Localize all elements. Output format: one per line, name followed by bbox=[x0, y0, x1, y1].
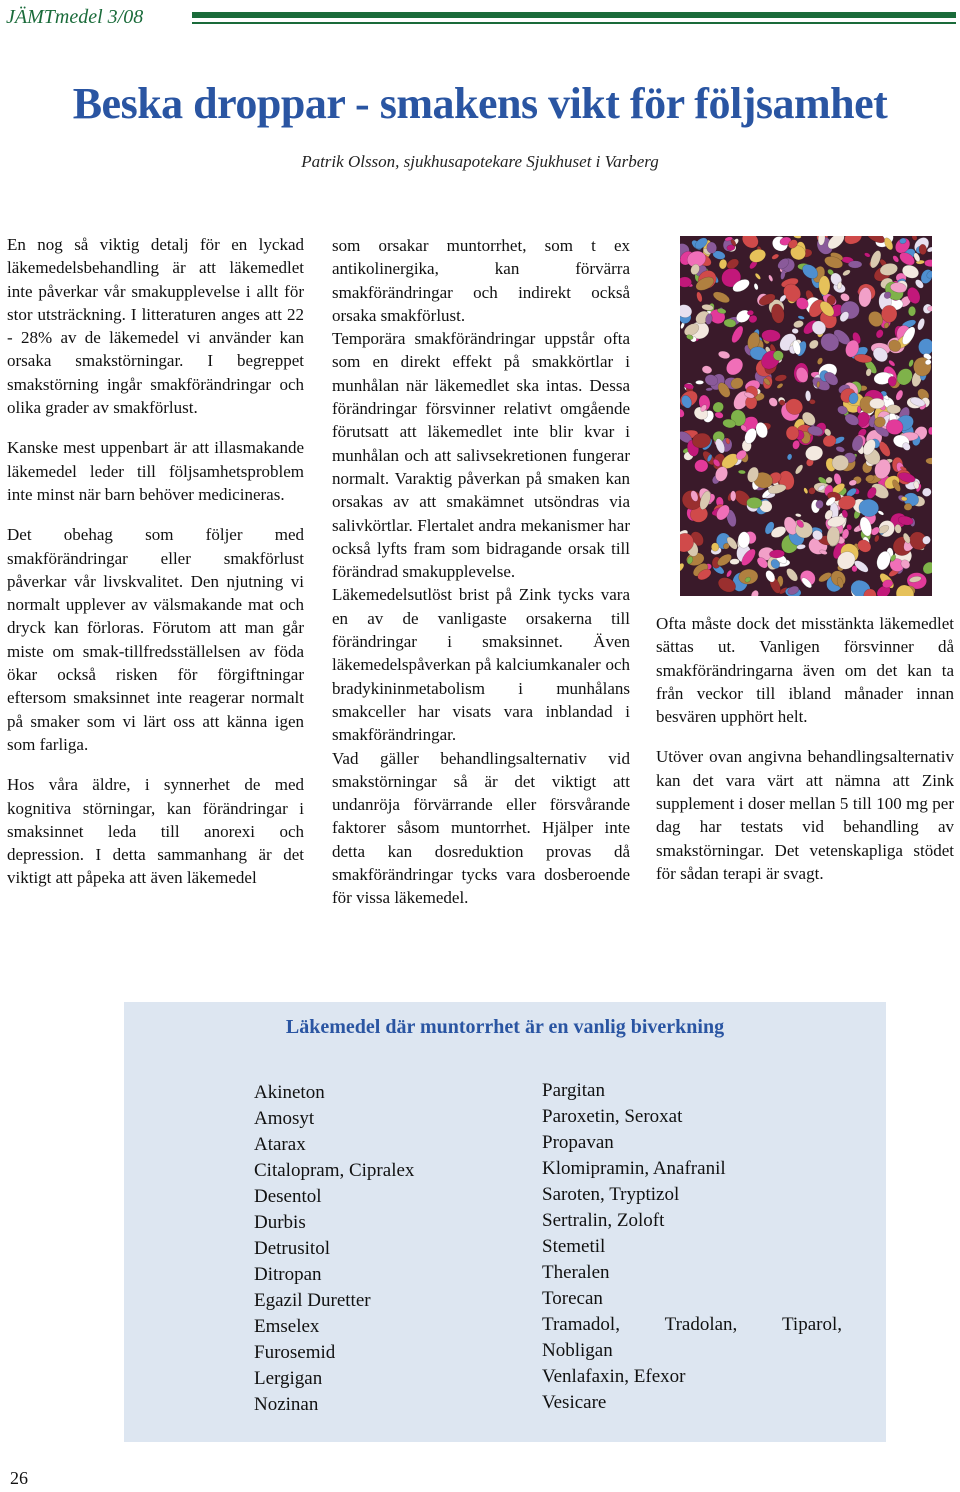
list-item: Torecan bbox=[542, 1288, 603, 1309]
pill bbox=[927, 306, 932, 311]
list-item: Durbis bbox=[254, 1212, 306, 1233]
list-item: Propavan bbox=[542, 1132, 614, 1153]
paragraph: Ofta måste dock det misstänkta läkemedlet sättas ut. Vanligen försvinner då smakförändringarna även om det kan ta från veckor till ibland månader innan besvären upphört helt. bbox=[656, 614, 954, 727]
pill bbox=[730, 491, 736, 501]
list-item: Egazil Duretter bbox=[254, 1290, 371, 1311]
column-2 bbox=[332, 234, 630, 910]
list-item: Atarax bbox=[254, 1134, 306, 1155]
pill bbox=[848, 261, 862, 268]
paragraph: Det obehag som följer med smakförändringar eller smakförlust påverkar vår livskvalitet. Den njutning vi normalt upplever av välsmakande mat och dryck kan förloras. Förutom att man går miste om smak-tillfredsställelsen av föda ökar också risken för förgiftningar eftersom smaksinnet inte reagerar normalt på smaker som vi lärt oss att känna igen som farliga. bbox=[7, 525, 304, 754]
pills-image bbox=[680, 236, 932, 596]
paragraph: Kanske mest uppenbart är att illasmakande läkemedel leder till följsamhetsproblem inte minst när barn behöver medicineras. bbox=[7, 438, 304, 504]
pill bbox=[786, 426, 799, 440]
pill bbox=[928, 427, 932, 435]
list-item: Ditropan bbox=[254, 1264, 322, 1285]
drug-list-left bbox=[254, 1080, 524, 1418]
list-item: Stemetil bbox=[542, 1236, 606, 1257]
list-item: Nozinan bbox=[254, 1394, 319, 1415]
header-rule-thin bbox=[192, 22, 956, 24]
box-title: Läkemedel där muntorrhet är en vanlig biverkning bbox=[285, 1016, 725, 1038]
list-item: Tramadol, Tradolan, Tiparol, bbox=[542, 1314, 842, 1335]
column-1 bbox=[7, 233, 304, 890]
paragraph: Temporära smakförändringar uppstår ofta som en direkt effekt på smakkörtlar i munhålan när läkemedlet ska intas. Dessa förändringar försvinner relativt omgående förutsatt att läkemedlet inte blir kvar i munhålan och att salivsekretionen fungerar normalt. Varaktig påverkan på smaken kan orsakas av att smakämnet utsöndras via salivkörtlar. Flertalet andra mekanismer har också lyfts fram som bidragande orsak till förändrad smakupplevelse. bbox=[332, 329, 630, 582]
list-item: Klomipramin, Anafranil bbox=[542, 1158, 726, 1179]
paragraph: som orsakar muntorrhet, som t ex antikolinergika, kan förvärra smakförändringar och indirekt också orsaka smakförlust. bbox=[332, 236, 630, 325]
drug-list-right bbox=[542, 1078, 842, 1416]
list-item: Venlafaxin, Efexor bbox=[542, 1366, 686, 1387]
pill bbox=[706, 387, 713, 391]
pills-photo bbox=[680, 236, 932, 596]
pill bbox=[730, 558, 740, 564]
list-item: Theralen bbox=[542, 1262, 610, 1283]
column-3 bbox=[656, 612, 954, 885]
list-item: Pargitan bbox=[542, 1080, 605, 1101]
list-item: Nobligan bbox=[542, 1340, 613, 1361]
list-item: Vesicare bbox=[542, 1392, 607, 1413]
paragraph: Hos våra äldre, i synnerhet de med kognitiva störningar, kan förändringar i smaksinnet leda till anorexi och depression. I detta sammanhang är det viktigt att påpeka att även läkemedel bbox=[7, 775, 304, 888]
pill bbox=[919, 244, 927, 255]
article-byline: Patrik Olsson, sjukhusapotekare Sjukhuset i Varberg bbox=[301, 152, 659, 171]
list-item: Lergigan bbox=[254, 1368, 323, 1389]
paragraph: En nog så viktig detalj för en lyckad läkemedelsbehandling är att läkemedlet inte påverkar vår smakupplevelse i allt för stor utsträckning. I litteraturen anges att 22 - 28% av de läkemedel vi använder kan orsaka smakstörningar. I begreppet smakstörning ingår smakförändringar och olika grader av smakförlust. bbox=[7, 235, 304, 418]
paragraph: Vad gäller behandlingsalternativ vid smakstörningar så är det viktigt att undanröja förvärrande eller försvårande faktorer såsom muntorrhet. Hjälper inte detta kan dosreduktion provas då smakförändringar tycks vara dosberoende för vissa läkemedel. bbox=[332, 748, 630, 908]
drug-list-box bbox=[124, 1002, 886, 1442]
list-item: Akineton bbox=[254, 1082, 325, 1103]
list-item: Amosyt bbox=[254, 1108, 315, 1129]
pill bbox=[887, 404, 901, 413]
list-item: Desentol bbox=[254, 1186, 322, 1207]
article-title: Beska droppar - smakens vikt för följsamhet bbox=[72, 79, 888, 128]
journal-title: JÄMTmedel 3/08 bbox=[6, 6, 144, 28]
list-item: Paroxetin, Seroxat bbox=[542, 1106, 683, 1127]
page-number: 26 bbox=[10, 1468, 28, 1488]
pill bbox=[695, 380, 703, 384]
list-item: Emselex bbox=[254, 1316, 320, 1337]
paragraph: Läkemedelsutlöst brist på Zink tycks vara en av de vanligaste orsakerna till förändringar i smaksinnet. Även läkemedelspåverkan på kalciumkanaler och bradykininmetabolism i munhålans smakceller har visats vara inblandad i smakförändringar. bbox=[332, 585, 630, 745]
list-item: Citalopram, Cipralex bbox=[254, 1160, 415, 1181]
list-item: Sertralin, Zoloft bbox=[542, 1210, 665, 1231]
pill bbox=[809, 399, 815, 404]
paragraph: Utöver ovan angivna behandlingsalternativ kan det vara värt att nämna att Zink supplement i doser mellan 5 till 100 mg per dag har testats vid behandling av smakstörningar. Det vetenskapliga stödet för sådan terapi är svagt. bbox=[656, 747, 954, 883]
pill bbox=[747, 310, 754, 316]
list-item: Detrusitol bbox=[254, 1238, 330, 1259]
header-rule-thick bbox=[192, 12, 956, 18]
list-item: Furosemid bbox=[254, 1342, 336, 1363]
page-header bbox=[6, 2, 956, 36]
pill bbox=[819, 276, 831, 296]
list-item: Saroten, Tryptizol bbox=[542, 1184, 680, 1205]
pill bbox=[870, 398, 885, 409]
